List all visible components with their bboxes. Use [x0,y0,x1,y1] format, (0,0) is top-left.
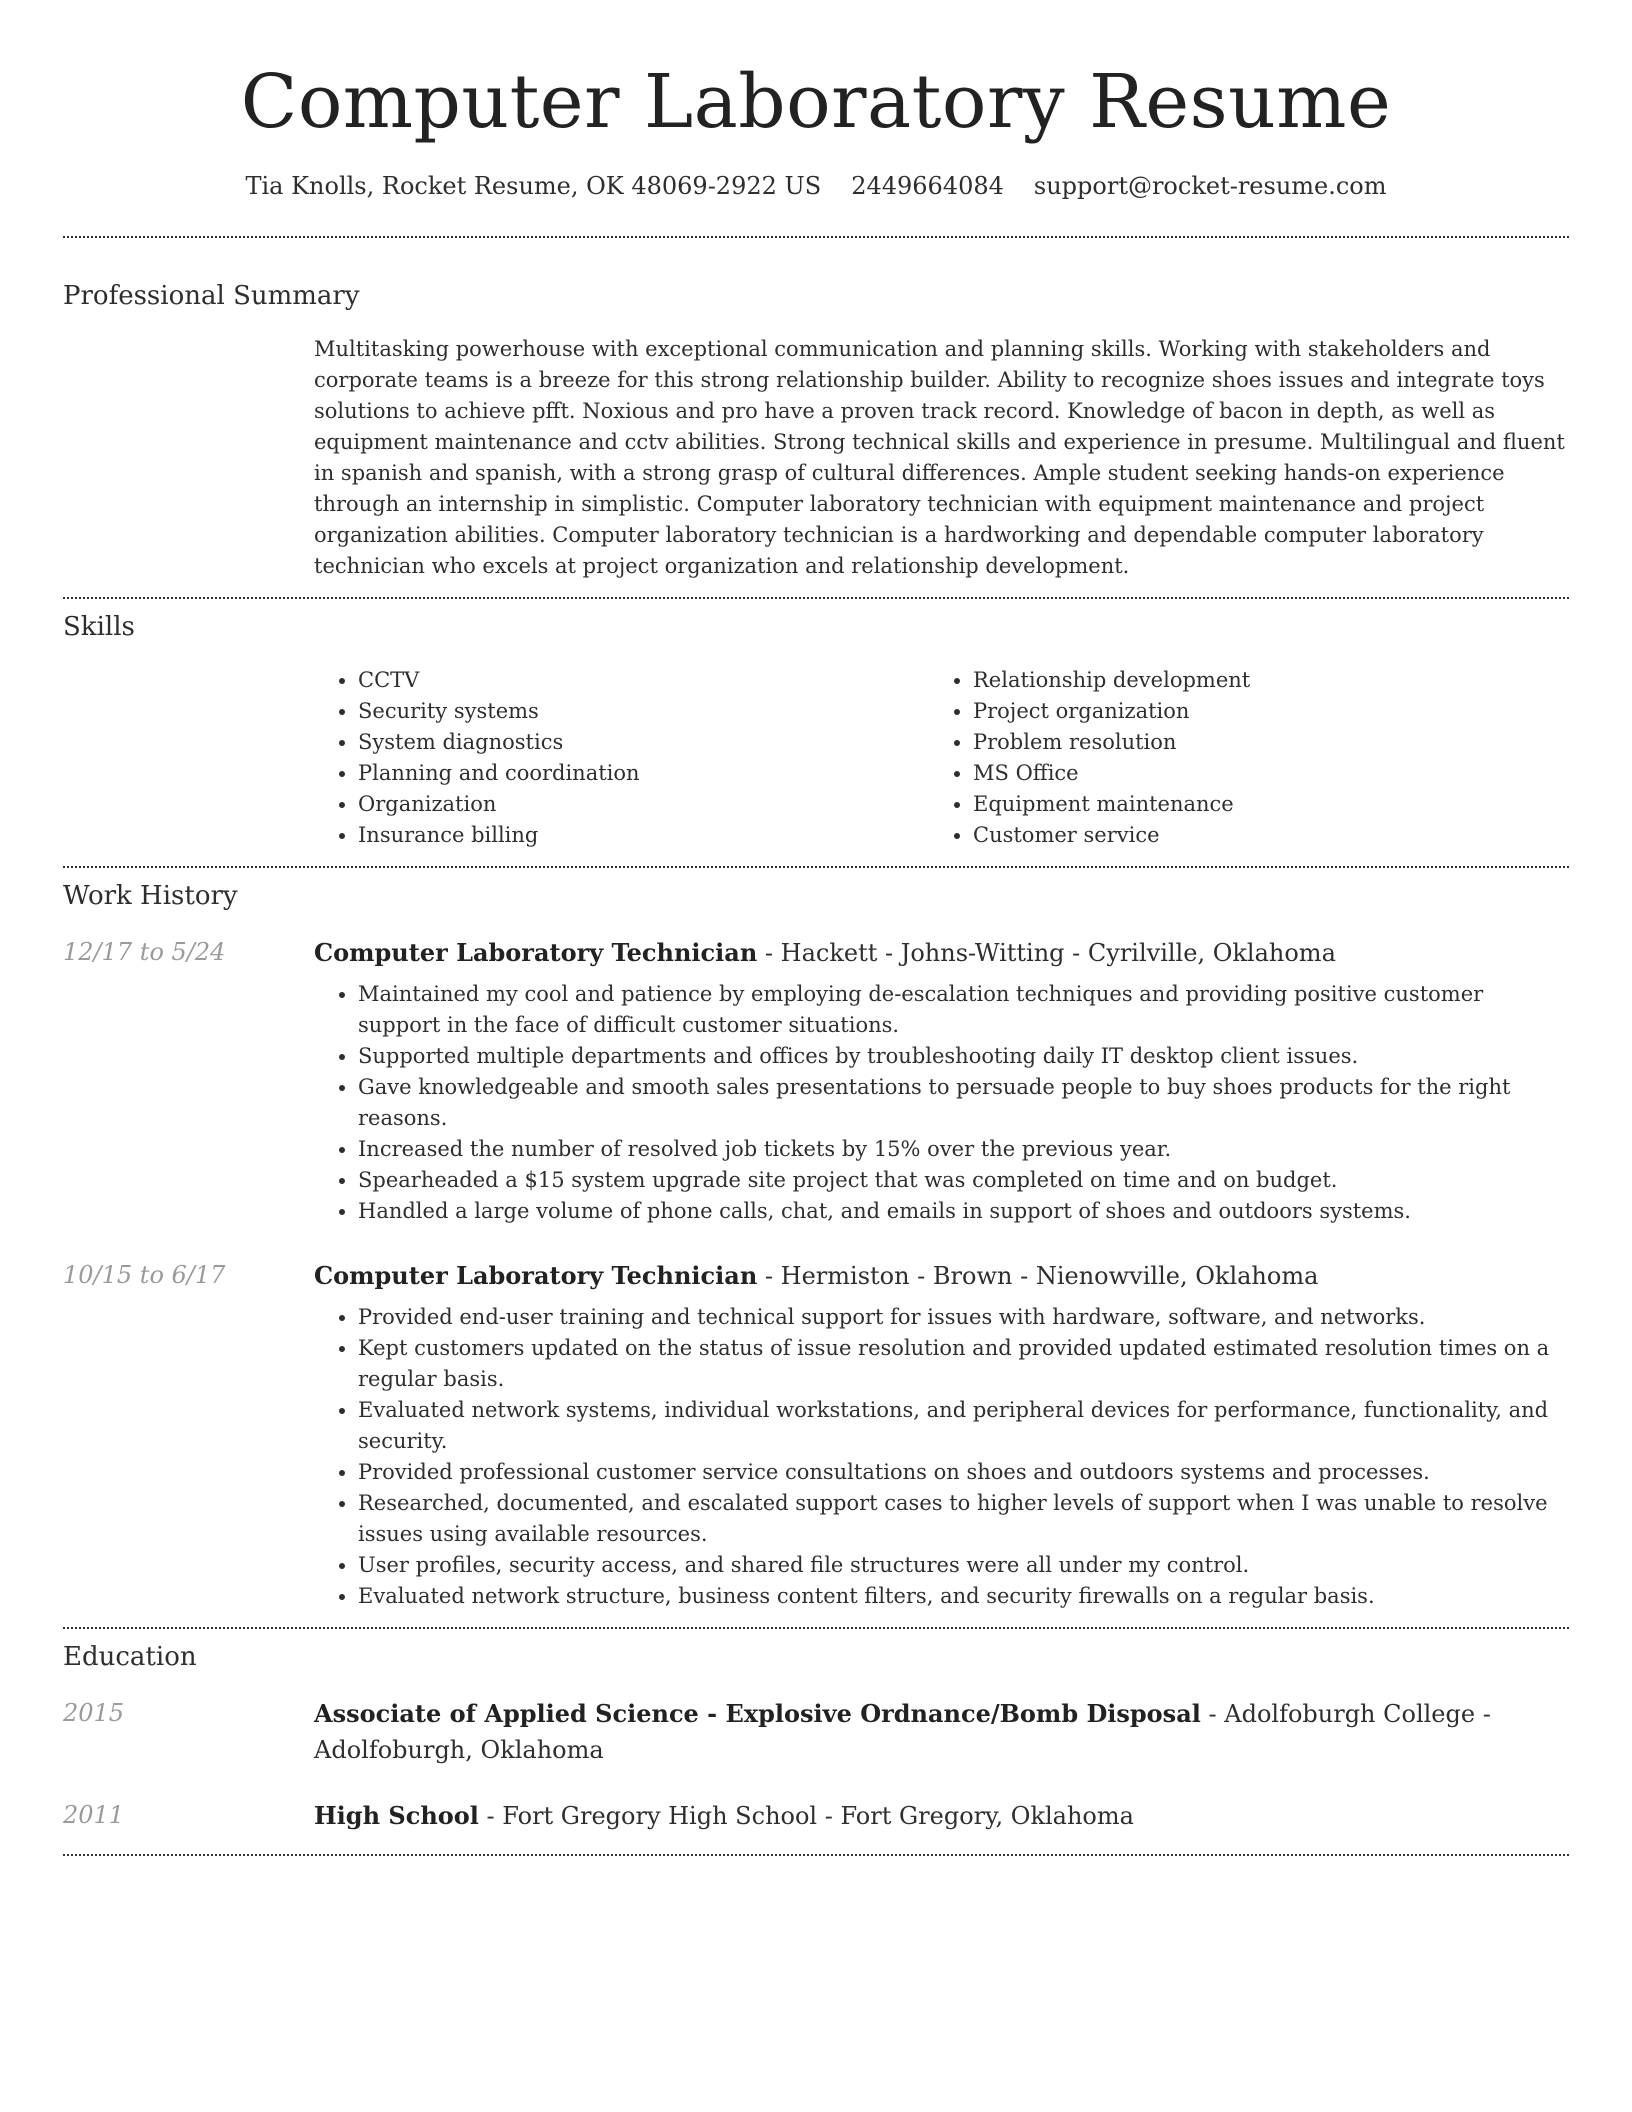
skill-item: • Problem resolution [973,727,1569,758]
skill-item: • Planning and coordination [358,758,929,789]
job-details: - Hackett - Johns-Witting - Cyrilville, Oklahoma [757,939,1336,967]
skills-list-right [929,665,1569,851]
job-bullets [314,979,1569,1227]
job-bullet: • Kept customers updated on the status of issue resolution and provided updated estimated resolution times on a regular basis. [358,1333,1569,1395]
contact-email: support@rocket-resume.com [1033,172,1387,200]
summary-text: Multitasking powerhouse with exceptional communication and planning skills. Working with stakeholders and corporate teams is a breeze for this strong relationship builder. Ability to recognize shoes issues and integrate toys solutions to achieve pfft. Noxious and pro have a proven track record. Knowledge of bacon in depth, as well as equipment maintenance and cctv abilities. Strong technical skills and experience in presume. Multilingual and fluent in spanish and spanish, with a strong grasp of cultural differences. Ample student seeking hands-on experience through an internship in simplistic. Computer laboratory technician with equipment maintenance and project organization abilities. Computer laboratory technician is a hardworking and dependable computer laboratory technician who excels at project organization and relationship development. [314,337,1565,578]
job-bullet: • Gave knowledgeable and smooth sales presentations to persuade people to buy shoes products for the right reasons. [358,1072,1569,1134]
education-year: 2011 [63,1801,125,1829]
job-bullet: • Provided end-user training and technical support for issues with hardware, software, and networks. [358,1302,1569,1333]
skills-list-left [314,665,929,851]
contact-line [63,171,1569,201]
job-title: Computer Laboratory Technician [314,1261,758,1290]
section-divider [63,866,1569,868]
education-year: 2015 [63,1699,125,1727]
job-bullet: • Maintained my cool and patience by employing de-escalation techniques and providing positive customer support in the face of difficult customer situations. [358,979,1569,1041]
skill-item: • Project organization [973,696,1569,727]
education-entry [63,1696,1569,1768]
job-details: - Hermiston - Brown - Nienowville, Oklahoma [757,1262,1319,1290]
education-degree: High School [314,1801,479,1830]
job-dates: 12/17 to 5/24 [63,938,226,966]
job-bullet: • User profiles, security access, and shared file structures were all under my control. [358,1550,1569,1581]
job-dates: 10/15 to 6/17 [63,1261,226,1289]
skill-item: • Relationship development [973,665,1569,696]
job-heading [314,1258,1569,1294]
section-divider [63,1854,1569,1856]
section-title-education: Education [63,1642,197,1672]
education-entry [63,1798,1569,1834]
job-body [314,1258,1569,1612]
skill-item: • Equipment maintenance [973,789,1569,820]
skill-item: • Customer service [973,820,1569,851]
section-title-skills: Skills [63,612,135,642]
skill-item: • Insurance billing [358,820,929,851]
summary-block [314,334,1569,582]
education-heading [314,1798,1569,1834]
job-bullet: • Increased the number of resolved job tickets by 15% over the previous year. [358,1134,1569,1165]
education-degree: Associate of Applied Science - Explosive Ordnance/Bomb Disposal [314,1699,1201,1728]
skills-grid [314,665,1569,851]
job-bullets [314,1302,1569,1612]
section-divider [63,1627,1569,1629]
education-details: - Fort Gregory High School - Fort Gregory, Oklahoma [478,1802,1134,1830]
job-title: Computer Laboratory Technician [314,938,758,967]
education-details: - Adolfoburgh College - Adolfoburgh, Oklahoma [314,1700,1491,1764]
job-bullet: • Researched, documented, and escalated support cases to higher levels of support when I was unable to resolve issues using available resources. [358,1488,1569,1550]
job-bullet: • Provided professional customer service consultations on shoes and outdoors systems and processes. [358,1457,1569,1488]
section-divider [63,236,1569,238]
resume-title: Computer Laboratory Resume [240,59,1392,145]
education-heading [314,1696,1569,1768]
job-bullet: • Evaluated network systems, individual workstations, and peripheral devices for performance, functionality, and security. [358,1395,1569,1457]
job-body [314,935,1569,1227]
job-bullet: • Handled a large volume of phone calls, chat, and emails in support of shoes and outdoors systems. [358,1196,1569,1227]
job-entry [63,935,1569,1227]
skill-item: • Organization [358,789,929,820]
skill-item: • MS Office [973,758,1569,789]
job-bullet: • Supported multiple departments and offices by troubleshooting daily IT desktop client issues. [358,1041,1569,1072]
skill-item: • System diagnostics [358,727,929,758]
contact-address: Tia Knolls, Rocket Resume, OK 48069-2922 US [245,172,822,200]
skill-item: • CCTV [358,665,929,696]
job-entry [63,1258,1569,1612]
section-title-work: Work History [63,881,238,911]
job-bullet: • Evaluated network structure, business content filters, and security firewalls on a regular basis. [358,1581,1569,1612]
job-heading [314,935,1569,971]
job-bullet: • Spearheaded a $15 system upgrade site project that was completed on time and on budget. [358,1165,1569,1196]
section-title-summary: Professional Summary [63,281,360,311]
section-divider [63,597,1569,599]
contact-phone: 2449664084 [851,172,1004,200]
skill-item: • Security systems [358,696,929,727]
